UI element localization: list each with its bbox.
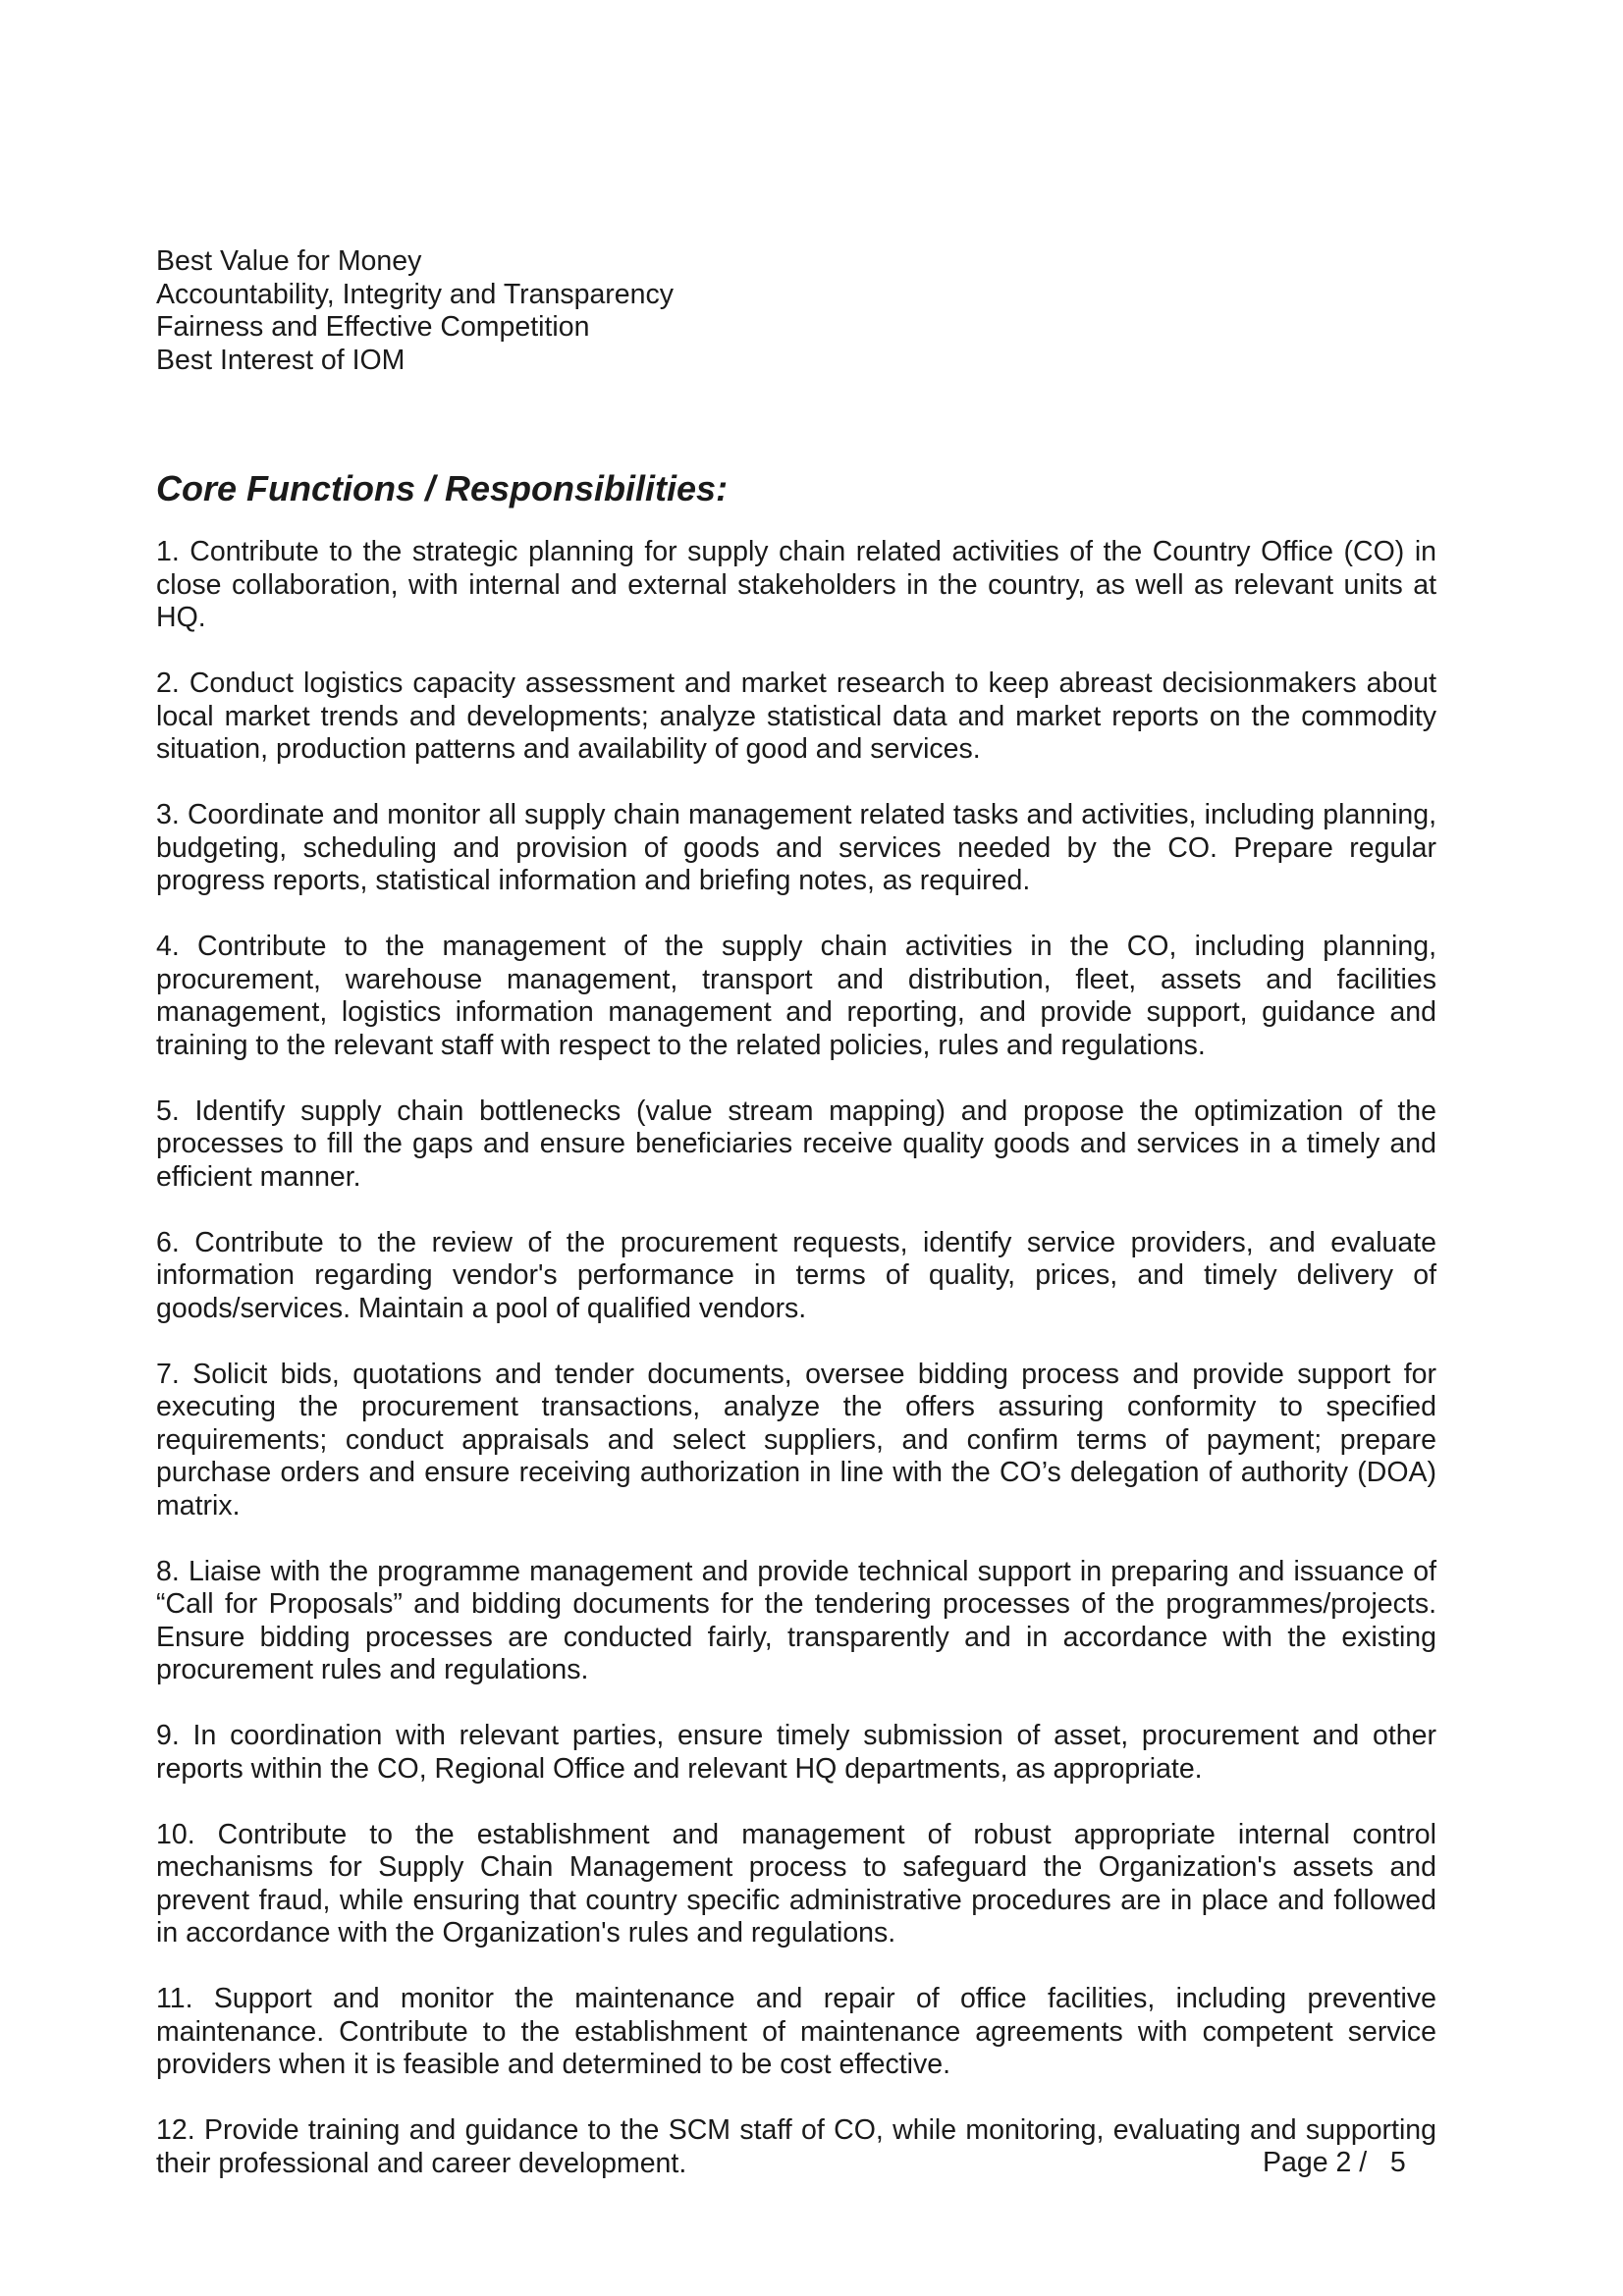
- principle-item: Fairness and Effective Competition: [156, 311, 590, 343]
- principle-item: Best Value for Money: [156, 245, 422, 277]
- responsibility-item: 12. Provide training and guidance to the SCM staff of CO, while monitoring, evaluating and supporting their professional and career development.: [156, 2114, 1436, 2179]
- responsibility-item: 3. Coordinate and monitor all supply chain management related tasks and activities, including planning, budgeting, scheduling and provision of goods and services needed by the CO. Prepare regular progress reports, statistical information and briefing notes, as required.: [156, 799, 1436, 896]
- principle-item: Accountability, Integrity and Transparency: [156, 278, 674, 310]
- document-page: [156, 245, 1436, 2214]
- responsibility-item: 2. Conduct logistics capacity assessment and market research to keep abreast decisionmakers about local market trends and developments; analyze statistical data and market reports on the commodity situation, production patterns and availability of good and services.: [156, 667, 1436, 765]
- responsibility-item: 6. Contribute to the review of the procurement requests, identify service providers, and evaluate information regarding vendor's performance in terms of quality, prices, and timely delivery of goods/services. Maintain a pool of qualified vendors.: [156, 1226, 1436, 1324]
- principles-list: [156, 245, 1436, 377]
- responsibility-item: 5. Identify supply chain bottlenecks (value stream mapping) and propose the optimization of the processes to fill the gaps and ensure beneficiaries receive quality goods and services in a timely and efficient manner.: [156, 1095, 1436, 1193]
- responsibility-item: 10. Contribute to the establishment and management of robust appropriate internal control mechanisms for Supply Chain Management process to safeguard the Organization's assets and prevent fraud, while ensuring that country specific administrative procedures are in place and followed in accordance with the Organization's rules and regulations.: [156, 1818, 1436, 1949]
- responsibility-item: 7. Solicit bids, quotations and tender documents, oversee bidding process and provide support for executing the procurement transactions, analyze the offers assuring conformity to specified requirements; conduct appraisals and select suppliers, and confirm terms of payment; prepare purchase orders and ensure receiving authorization in line with the CO’s delegation of authority (DOA) matrix.: [156, 1358, 1436, 1522]
- responsibilities-list: [156, 536, 1436, 2180]
- section-heading: Core Functions / Responsibilities:: [156, 468, 729, 508]
- responsibility-item: 9. In coordination with relevant parties, ensure timely submission of asset, procurement and other reports within the CO, Regional Office and relevant HQ departments, as appropriate.: [156, 1720, 1436, 1785]
- responsibility-item: 1. Contribute to the strategic planning for supply chain related activities of the Country Office (CO) in close collaboration, with internal and external stakeholders in the country, as well as relevant units at HQ.: [156, 536, 1436, 633]
- responsibility-item: 8. Liaise with the programme management and provide technical support in preparing and issuance of “Call for Proposals” and bidding documents for the tendering processes of the programmes/projects. Ensure bidding processes are conducted fairly, transparently and in accordance with the existing procurement rules and regulations.: [156, 1555, 1436, 1685]
- page-number: Page 2 / 5: [1263, 2147, 1406, 2178]
- principle-item: Best Interest of IOM: [156, 344, 406, 376]
- responsibility-item: 11. Support and monitor the maintenance and repair of office facilities, including preventive maintenance. Contribute to the establishment of maintenance agreements with competent service providers when it is feasible and determined to be cost effective.: [156, 1983, 1436, 2080]
- responsibility-item: 4. Contribute to the management of the supply chain activities in the CO, including planning, procurement, warehouse management, transport and distribution, fleet, assets and facilities management, logistics information management and reporting, and provide support, guidance and training to the relevant staff with respect to the related policies, rules and regulations.: [156, 931, 1436, 1061]
